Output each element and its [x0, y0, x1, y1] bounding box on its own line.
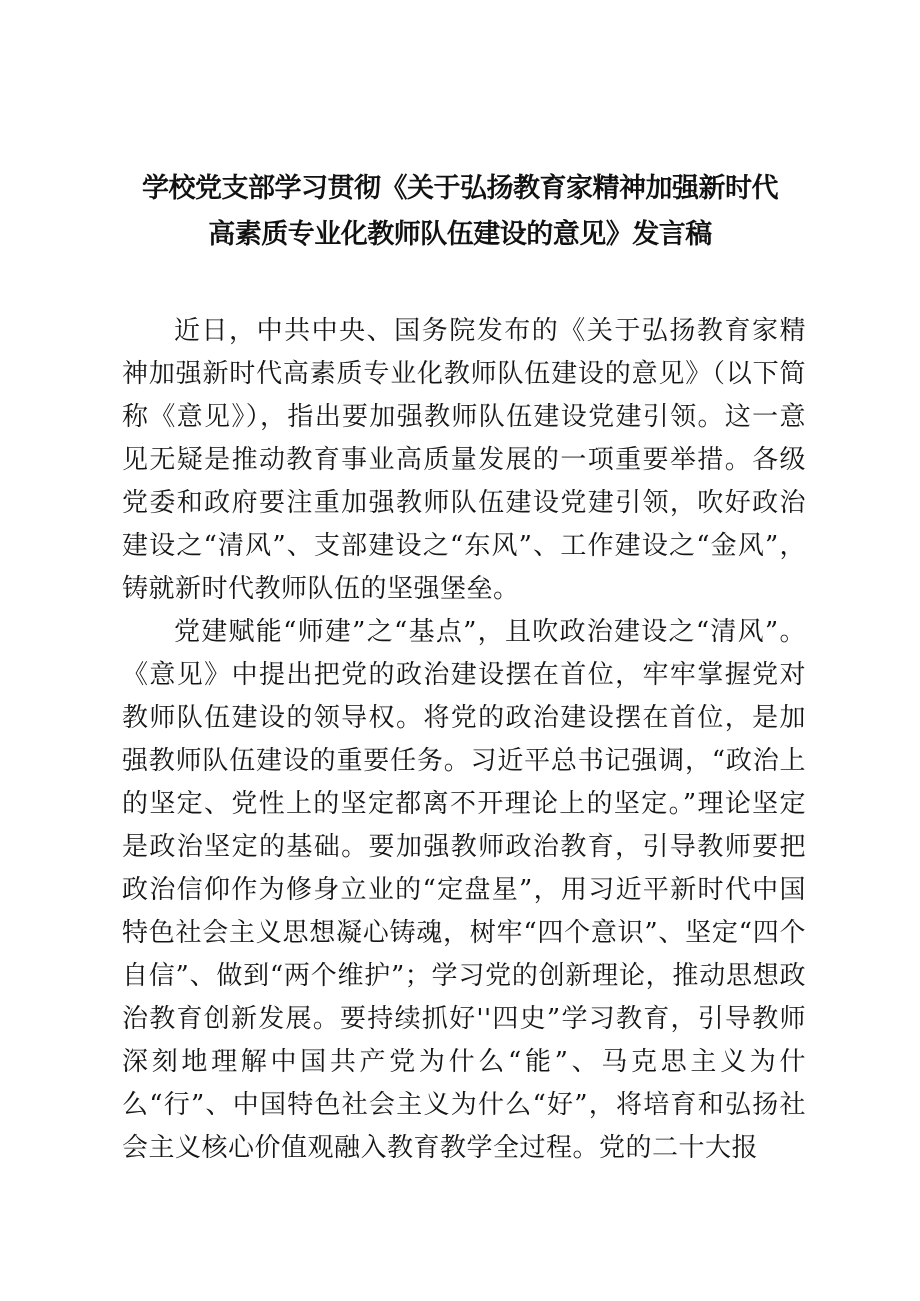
title-line-2: 高素质专业化教师队伍建设的意见》发言稿 — [208, 219, 712, 250]
paragraph-2: 党建赋能“师建”之“基点”，且吹政治建设之“清风”。《意见》中提出把党的政治建设摆在首位，牢牢掌握党对教师队伍建设的领导权。将党的政治建设摆在首位，是加强教师队伍建设的重要任务。习近平总书记强调，“政治上的坚定、党性上的坚定都离不开理论上的坚定。”理论坚定是政治坚定的基础。要加强教师政治教育，引导教师要把政治信仰作为修身立业的“定盘星”，用习近平新时代中国特色社会主义思想凝心铸魂，树牢“四个意识”、坚定“四个自信”、做到“两个维护”；学习党的创新理论，推动思想政治教育创新发展。要持续抓好''四史”学习教育，引导教师深刻地理解中国共产党为什么“能”、马克思主义为什么“行”、中国特色社会主义为什么“好”，将培育和弘扬社会主义核心价值观融入教育教学全过程。党的二十大报 — [122, 617, 806, 1163]
title-line-1: 学校党支部学习贯彻《关于弘扬教育家精神加强新时代 — [142, 173, 778, 204]
paragraph-1: 近日，中共中央、国务院发布的《关于弘扬教育家精神加强新时代高素质专业化教师队伍建设的意见》（以下简称《意见》），指出要加强教师队伍建设党建引领。这一意见无疑是推动教育事业高质量发展的一项重要举措。各级党委和政府要注重加强教师队伍建设党建引领，吹好政治建设之“清风”、支部建设之“东风”、工作建设之“金风”，铸就新时代教师队伍的坚强堡垒。 — [122, 316, 806, 604]
document-body — [122, 310, 806, 1170]
document-title — [100, 166, 820, 258]
